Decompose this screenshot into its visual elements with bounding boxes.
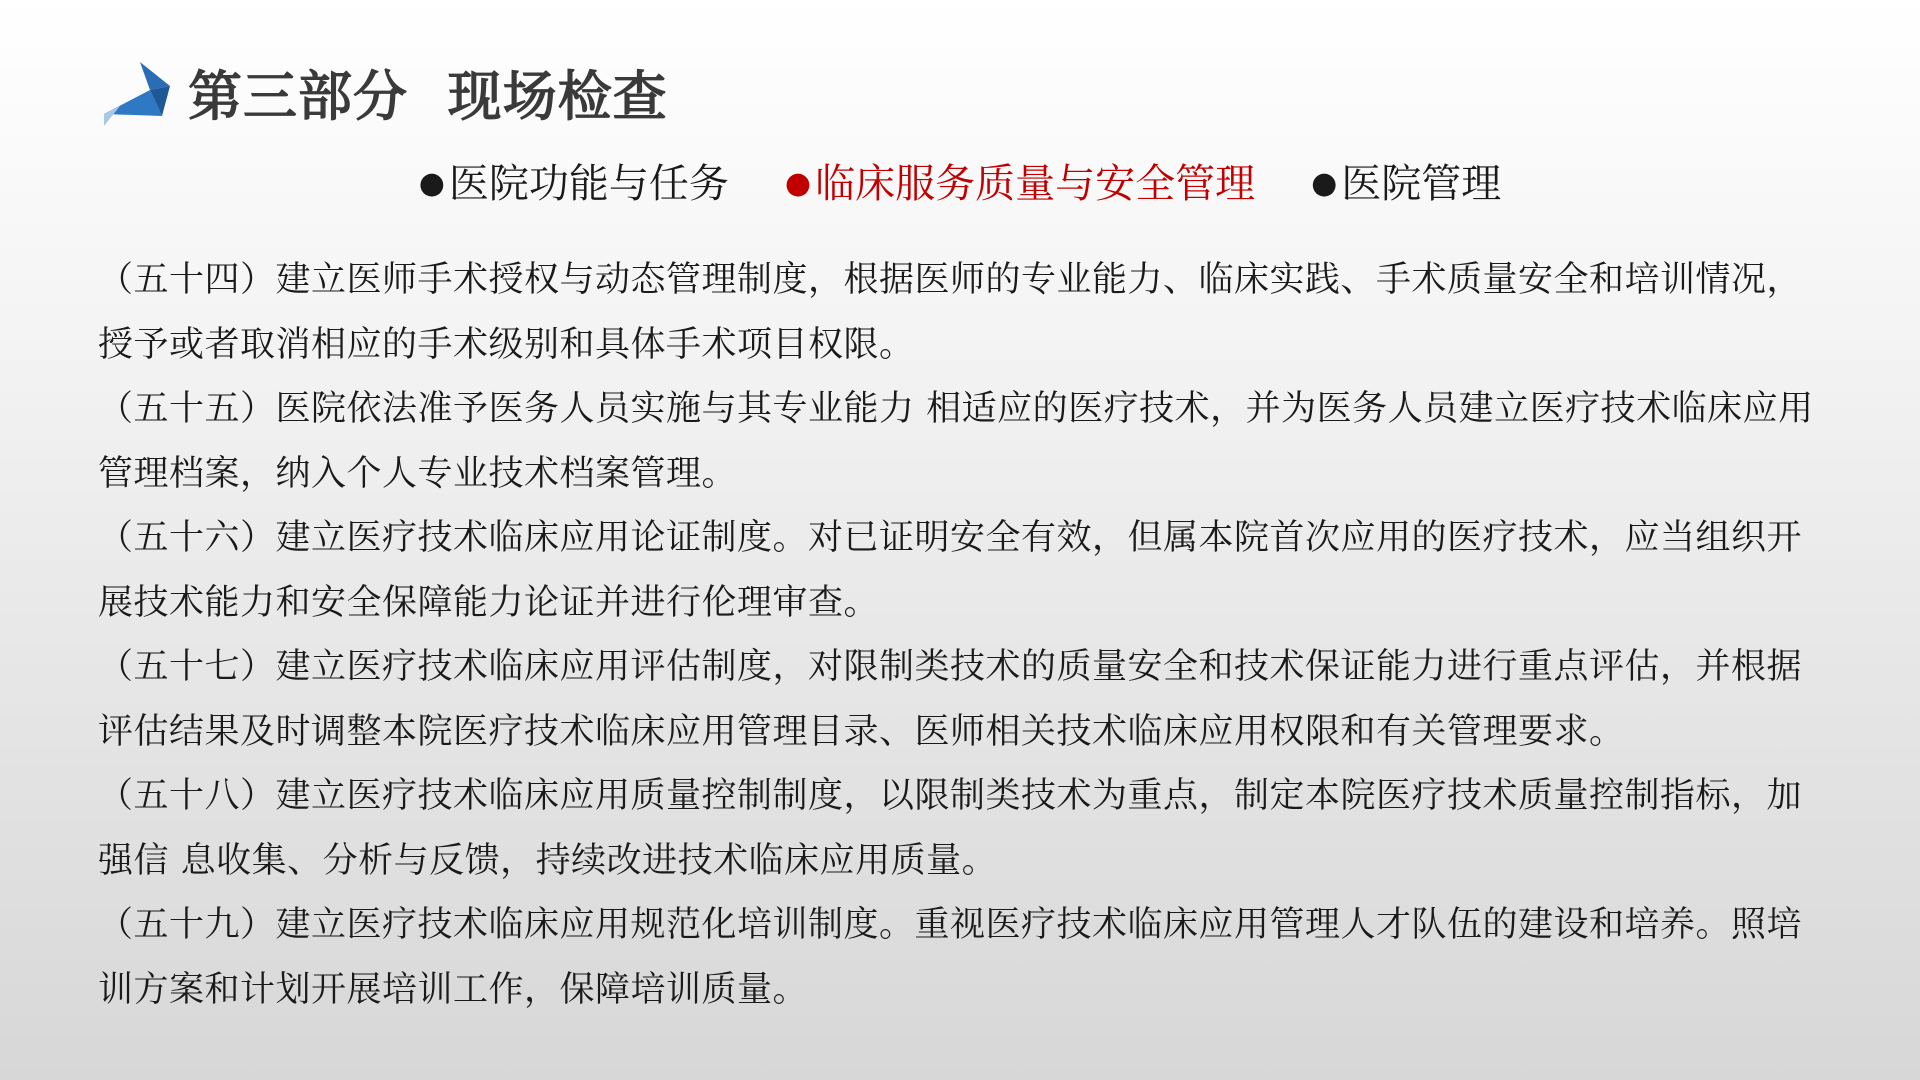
- nav-item-clinical-quality[interactable]: [785, 156, 1255, 212]
- content-body: [98, 248, 1828, 1022]
- page-title: 第三部分 现场检查: [188, 64, 668, 128]
- paragraph-55: （五十五）医院依法准予医务人员实施与其专业能力 相适应的医疗技术，并为医务人员建立医疗技术临床应用管理档案，纳入个人专业技术档案管理。: [98, 389, 1814, 494]
- slide-header: [100, 52, 668, 132]
- section-nav: [0, 156, 1920, 212]
- bullet-icon: ●: [418, 166, 445, 201]
- nav-item-hospital-functions[interactable]: [419, 156, 729, 212]
- bullet-icon: ●: [1311, 166, 1338, 201]
- paragraph-56: （五十六）建立医疗技术临床应用论证制度。对已证明安全有效，但属本院首次应用的医疗技术，应当组织开展技术能力和安全保障能力论证并进行伦理审查。: [98, 518, 1803, 623]
- paragraph-57: （五十七）建立医疗技术临床应用评估制度，对限制类技术的质量安全和技术保证能力进行重点评估，并根据评估结果及时调整本院医疗技术临床应用管理目录、医师相关技术临床应用权限和有关管理要求。: [98, 647, 1803, 752]
- triangle-logo-icon: [100, 56, 172, 128]
- nav-item-label: 临床服务质量与安全管理: [815, 161, 1256, 207]
- paragraph-54: （五十四）建立医师手术授权与动态管理制度，根据医师的专业能力、临床实践、手术质量安全和培训情况，授予或者取消相应的手术级别和具体手术项目权限。: [98, 260, 1803, 365]
- bullet-icon: ●: [784, 166, 812, 201]
- paragraph-59: （五十九）建立医疗技术临床应用规范化培训制度。重视医疗技术临床应用管理人才队伍的建设和培养。照培训方案和计划开展培训工作，保障培训质量。: [98, 905, 1803, 1010]
- nav-item-label: 医院功能与任务: [448, 161, 729, 207]
- nav-item-hospital-management[interactable]: [1311, 156, 1501, 212]
- paragraph-58: （五十八）建立医疗技术临床应用质量控制制度，以限制类技术为重点，制定本院医疗技术质量控制指标，加强信 息收集、分析与反馈，持续改进技术临床应用质量。: [98, 776, 1803, 881]
- nav-item-label: 医院管理: [1341, 161, 1502, 207]
